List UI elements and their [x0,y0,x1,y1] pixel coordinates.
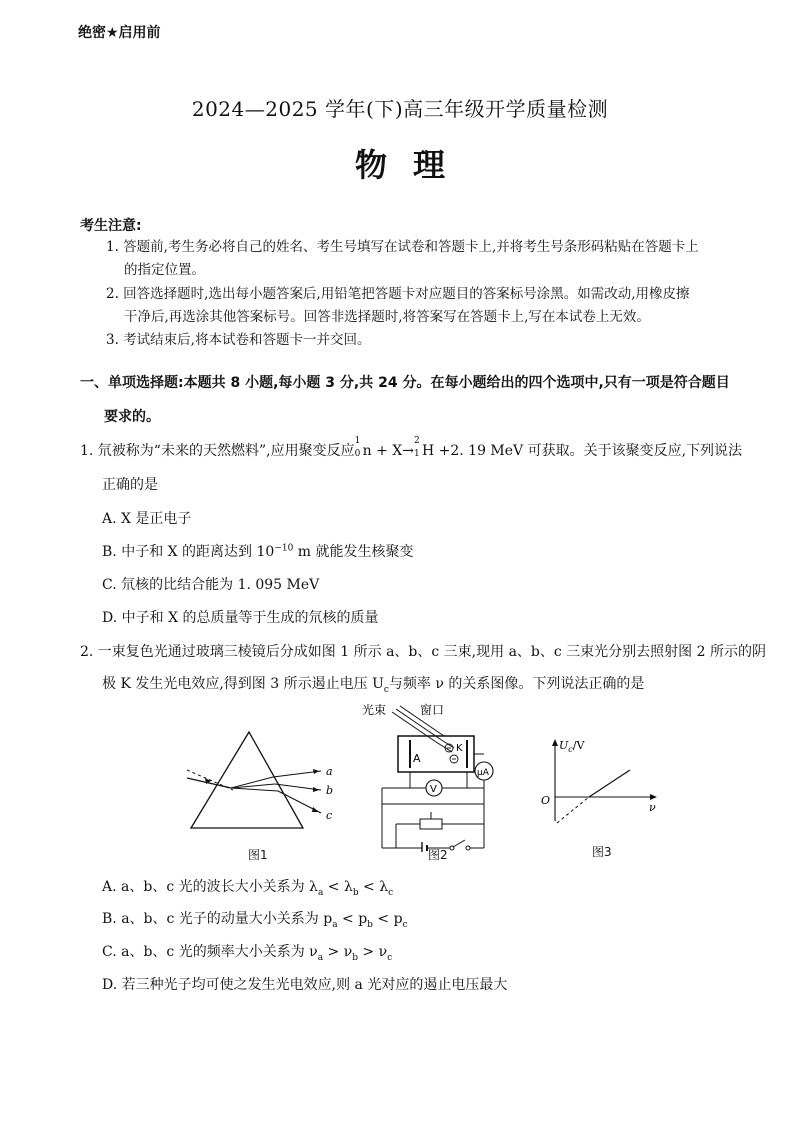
y-axis-label [559,739,585,754]
q2-option-c-s2: b [352,952,358,963]
q2-option-c-m1: > ν [323,944,353,960]
label-ray-b: b [326,784,334,797]
q2-option-a [102,876,393,898]
figure-2-circuit [352,700,502,852]
q1-option-d: D. 中子和 X 的总质量等于生成的氘核的质量 [102,610,379,626]
q2-option-c [102,941,392,963]
switch-lever [453,840,465,847]
switch-contact-2 [466,846,470,850]
q2-option-d: D. 若三种光子均可使之发生光电效应,则 a 光对应的遏止电压最大 [102,977,508,993]
y-axis-arrow [552,739,558,746]
q1-h-charge: 1 [413,449,420,459]
q1-option-b-pre: B. 中子和 X 的距离达到 10 [102,544,275,560]
label-microammeter: μA [477,768,489,778]
exit-arrow-a [313,769,319,774]
q2-option-c-s3: c [387,952,393,963]
q1-option-c: C. 氘核的比结合能为 1. 095 MeV [102,577,320,593]
q2-option-b-s2: b [367,919,373,930]
exam-title: 2024—2025 学年(下)高三年级开学质量检测 [191,97,609,121]
q1-stem [80,436,743,460]
notice-heading: 考生注意: [80,218,142,234]
exit-arrow-c [312,807,319,812]
beam-line-4 [436,742,452,752]
internal-ray-c [231,788,278,791]
label-window: 窗口 [420,703,445,717]
q2-option-a-pre: A. a、b、c 光的波长大小关系为 λ [102,879,318,895]
y-label-sub: c [568,745,573,754]
q2-option-c-m2: > ν [357,944,388,960]
figure-3-graph [535,735,665,835]
q2-stem-line1: 2. 一束复色光通过玻璃三棱镜后分成如图 1 所示 a、b、c 三束,现用 a、b、c 三束光分别去照射图 2 所示的阴 [80,644,766,660]
q2-option-b-m2: < p [372,911,403,927]
q2-stem-line2 [102,673,644,695]
label-anode: A [413,752,421,765]
q1-stem-line2: 正确的是 [102,477,158,493]
label-ray-a: a [326,765,333,778]
q1-stem-a: 1. 氘被称为“未来的天然燃料”,应用聚变反应 [80,443,355,459]
q1-stem-b: +2. 19 MeV 可获取。关于该聚变反应,下列说法 [438,443,743,459]
extrapolated-line [557,797,589,823]
q1-h-mass: 2 [413,436,420,446]
q1-n-charge: 0 [354,449,361,459]
q1-option-b [102,541,414,561]
label-ray-c: c [326,809,333,822]
q2-option-a-m1: < λ [323,879,353,895]
notice-item-2: 2. 回答选择题时,选出每小题答案后,用铅笔把答题卡对应题目的答案标号涂黑。如需改动,用橡皮擦 [106,286,690,302]
q2-option-b-pre: B. a、b、c 光子的动量大小关系为 p [102,911,333,927]
label-cathode: K [456,743,463,754]
origin-label: O [541,794,551,807]
figure-3-caption: 图3 [592,845,612,859]
x-axis-label: ν [649,801,656,814]
y-label-u: U [559,739,569,752]
q1-option-a: A. X 是正电子 [102,511,192,527]
q1-option-b-exp: −10 [274,543,294,554]
y-label-unit: /V [572,739,585,752]
q2-stem-line2-sub: c [383,684,389,695]
q2-option-b-s3: c [402,919,408,930]
notice-item-1: 1. 答题前,考生务必将自己的姓名、考生号填写在试卷和答题卡上,并将考生号条形码粘贴在答题卡上 [106,239,699,255]
figure-2-caption: 图2 [428,848,448,862]
q2-option-b [102,908,408,930]
q2-option-a-s1: a [317,887,324,898]
q1-option-b-post: m 就能发生核聚变 [293,544,414,560]
rheostat [420,819,442,829]
subject-title: 物理 [354,146,471,184]
q1-h-symbol: H [421,443,435,459]
incident-ray [187,778,231,788]
q2-stem-line2-b: 与频率 ν 的关系图像。下列说法正确的是 [388,676,645,692]
q2-stem-line2-a: 极 K 发生光电效应,得到图 3 所示遏止电压 U [102,676,384,692]
q1-n-mass: 1 [354,436,361,446]
uc-nu-line [589,770,630,797]
section-1-heading: 一、单项选择题:本题共 8 小题,每小题 3 分,共 24 分。在每小题给出的四个选项中,只有一项是符合题目 [80,375,730,391]
x-axis-arrow [650,794,657,800]
notice-item-3: 3. 考试结束后,将本试卷和答题卡一并交回。 [106,332,371,348]
q2-option-a-s3: c [388,887,394,898]
q2-option-c-pre: C. a、b、c 光的频率大小关系为 ν [102,944,318,960]
q2-option-a-m2: < λ [358,879,389,895]
beam-line-5 [440,739,454,748]
q2-option-c-s1: a [317,952,324,963]
confidential-mark: 绝密★启用前 [78,25,161,41]
q2-option-b-m1: < p [337,911,368,927]
q1-plus-x: + X→ [376,443,414,459]
figure-1-caption: 图1 [248,848,268,862]
notice-item-2-cont: 干净后,再选涂其他答案标号。回答非选择题时,将答案写在答题卡上,写在本试卷上无效。 [124,309,650,325]
q2-option-a-s2: b [352,887,359,898]
label-light-beam: 光束 [362,703,387,717]
label-voltmeter: V [430,784,437,795]
notice-item-1-cont: 的指定位置。 [124,262,205,278]
section-1-heading-cont: 要求的。 [104,409,160,425]
q1-n-symbol: n [362,443,372,459]
q2-option-b-s1: a [332,919,338,930]
figure-1-prism [185,728,345,833]
